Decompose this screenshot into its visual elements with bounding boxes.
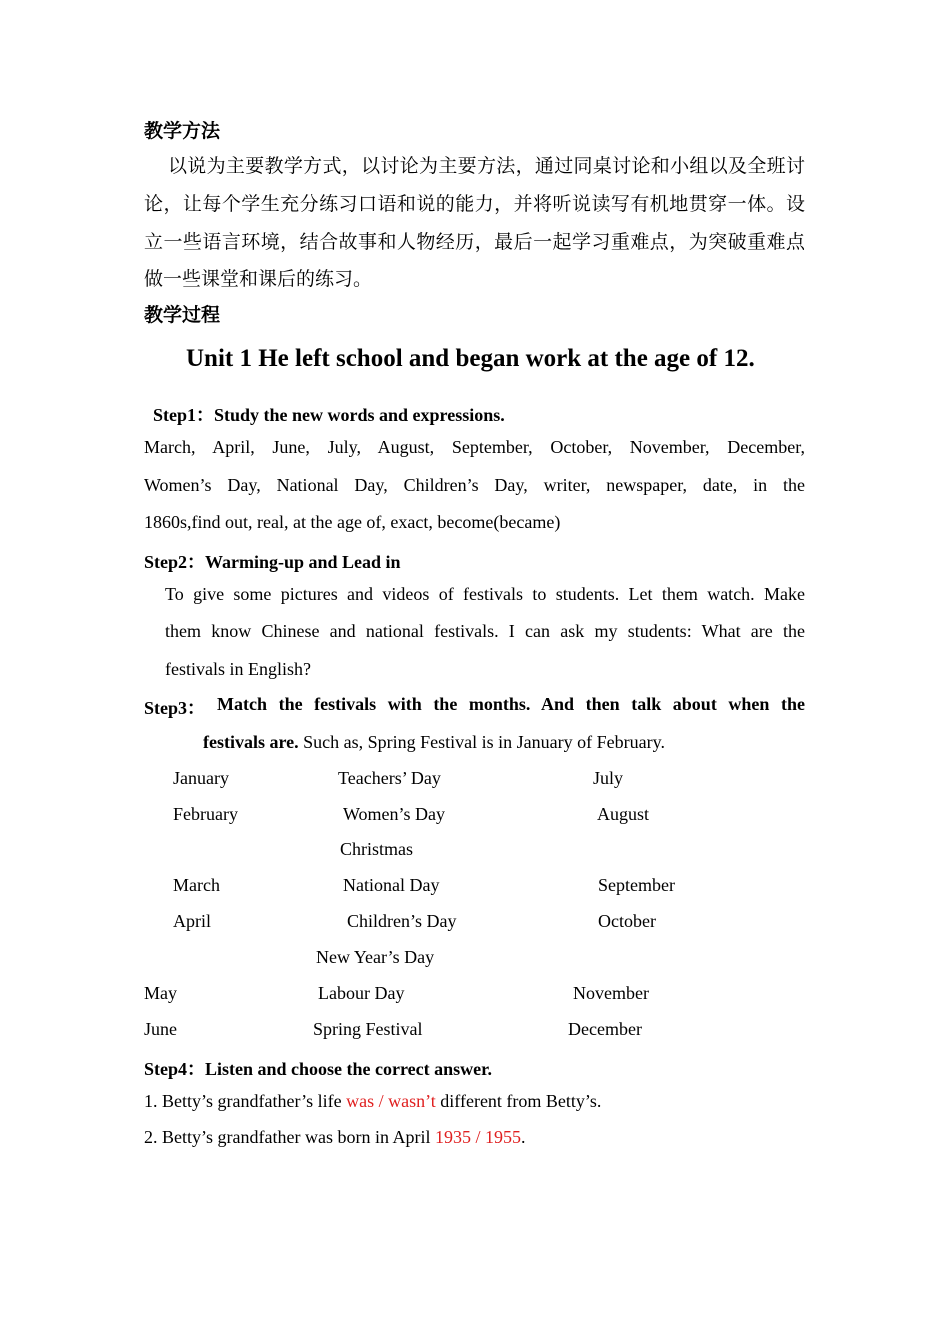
table-month2: October bbox=[598, 911, 656, 931]
table-festival: Children’s Day bbox=[347, 911, 457, 931]
step1-line-2: Women’s Day, National Day, Children’s Day, writer, newspaper, date, in the bbox=[144, 475, 805, 495]
table-festival: New Year’s Day bbox=[316, 947, 435, 967]
table-month: April bbox=[173, 911, 211, 931]
answer-choice: 1935 / 1955 bbox=[434, 1127, 521, 1147]
methods-line-4: 做一些课堂和课后的练习。 bbox=[144, 268, 373, 290]
step4-label: Step4：Listen and choose the correct answer. bbox=[144, 1059, 492, 1079]
table-festival: Teachers’ Day bbox=[338, 768, 441, 788]
methods-line-3: 立一些语言环境，结合故事和人物经历，最后一起学习重难点，为突破重难点 bbox=[144, 231, 805, 253]
table-month: February bbox=[173, 804, 238, 824]
question-text: 2. Betty’s grandfather was born in April bbox=[144, 1127, 435, 1147]
table-festival: National Day bbox=[343, 875, 440, 895]
table-month: March bbox=[173, 875, 220, 895]
table-festival: Labour Day bbox=[318, 983, 405, 1003]
table-month: January bbox=[173, 768, 229, 788]
step4-question-1 bbox=[144, 1091, 601, 1112]
question-text: different from Betty’s. bbox=[435, 1091, 602, 1111]
question-text: . bbox=[520, 1127, 526, 1147]
methods-line-2: 论，让每个学生充分练习口语和说的能力，并将听说读写有机地贯穿一体。设 bbox=[144, 193, 805, 215]
table-festival: Christmas bbox=[340, 839, 414, 859]
step2-line-3: festivals in English? bbox=[165, 659, 311, 679]
table-festival: Spring Festival bbox=[313, 1019, 423, 1039]
step3-line-1: Match the festivals with the months. And then talk about when the bbox=[217, 694, 805, 714]
table-festival: Women’s Day bbox=[343, 804, 446, 824]
step2-label: Step2：Warming-up and Lead in bbox=[144, 552, 401, 572]
table-month2: November bbox=[573, 983, 649, 1003]
step3-label: Step3： bbox=[144, 698, 206, 718]
table-month2: December bbox=[568, 1019, 642, 1039]
step2-line-1: To give some pictures and videos of festivals to students. Let them watch. Make bbox=[165, 584, 805, 604]
step3-line-2-bold: festivals are. bbox=[203, 732, 299, 752]
step4-question-2 bbox=[144, 1127, 525, 1148]
answer-choice: was / wasn’t bbox=[346, 1091, 436, 1111]
unit-title: Unit 1 He left school and began work at the age of 12. bbox=[186, 345, 755, 372]
methods-line-1: 以说为主要教学方式，以讨论为主要方法，通过同桌讨论和小组以及全班讨 bbox=[168, 155, 805, 177]
step2-line-2: them know Chinese and national festivals. I can ask my students: What are the bbox=[165, 621, 805, 641]
step1-label: Step1：Study the new words and expressions. bbox=[153, 405, 505, 425]
step1-line-1: March, April, June, July, August, September, October, November, December, bbox=[144, 437, 805, 457]
process-heading: 教学过程 bbox=[144, 304, 221, 326]
table-month: June bbox=[144, 1019, 177, 1039]
table-month2: July bbox=[593, 768, 624, 788]
table-month2: August bbox=[597, 804, 650, 824]
step3-line-2 bbox=[203, 732, 665, 753]
table-month2: September bbox=[598, 875, 675, 895]
question-text: 1. Betty’s grandfather’s life bbox=[144, 1091, 347, 1111]
step1-line-3: 1860s,find out, real, at the age of, exact, become(became) bbox=[144, 512, 561, 532]
methods-heading: 教学方法 bbox=[144, 120, 221, 142]
table-month: May bbox=[144, 983, 177, 1003]
step3-line-2-rest: Such as, Spring Festival is in January of February. bbox=[298, 732, 665, 752]
